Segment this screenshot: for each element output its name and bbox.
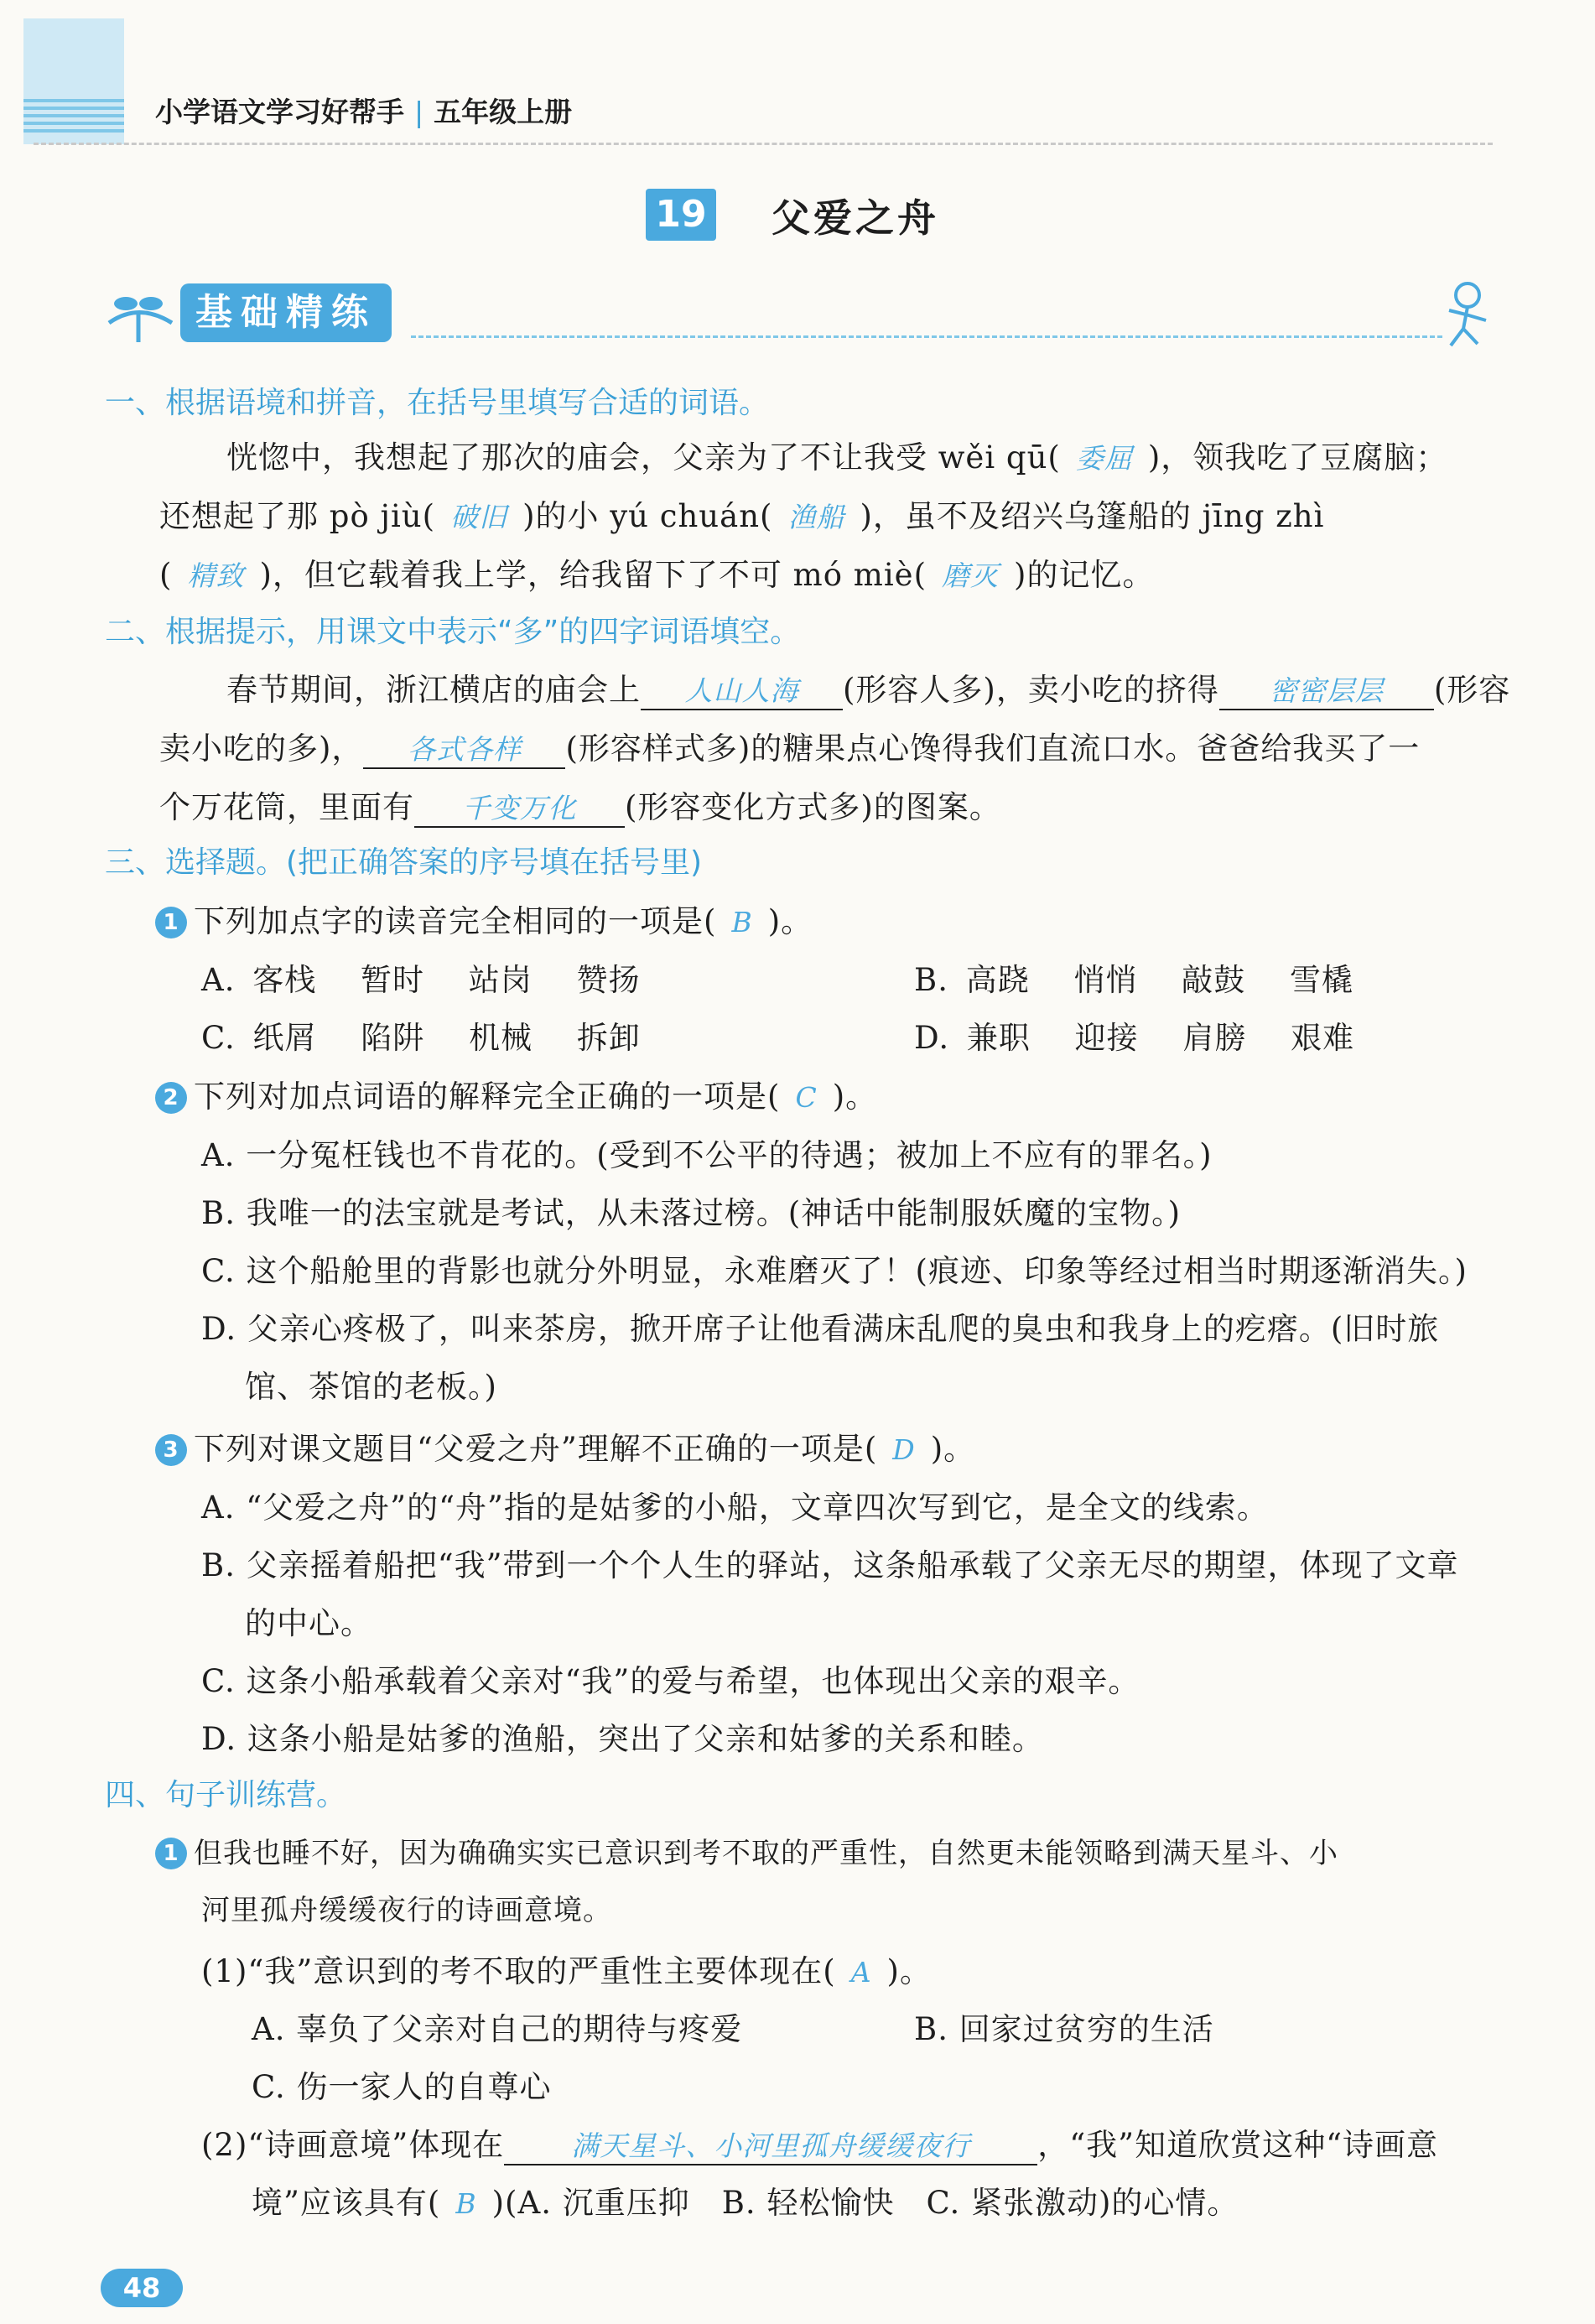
q3-option-a: A. “父爱之舟”的“舟”指的是姑爹的小船，文章四次写到它，是全文的线索。 bbox=[201, 1490, 1269, 1526]
question-text: 下列对加点词语的解释完全正确的一项是( bbox=[194, 1079, 781, 1115]
s1-text: )，领我吃了豆腐脑； bbox=[1147, 439, 1448, 476]
s2-text: 卖小吃的多)， bbox=[159, 730, 364, 767]
question-text: 下列加点字的读音完全相同的一项是( bbox=[194, 903, 717, 939]
question-text: )。 bbox=[930, 1431, 976, 1467]
sprout-icon bbox=[101, 285, 176, 344]
page-number: 48 bbox=[101, 2269, 183, 2307]
answer: 委屈 bbox=[1075, 442, 1133, 475]
answer: B bbox=[731, 906, 753, 938]
option-word: 艰难 bbox=[1291, 1020, 1355, 1056]
question-text: 下列对课文题目“父爱之舟”理解不正确的一项是( bbox=[194, 1431, 878, 1467]
s2-line-3 bbox=[159, 782, 1001, 828]
s4-option-c: C. 伤一家人的自尊心 bbox=[252, 2069, 552, 2105]
s2-text: (形容 bbox=[1433, 672, 1511, 708]
s1-line-3 bbox=[159, 549, 1154, 595]
running-kid-icon bbox=[1426, 277, 1501, 352]
s1-text: )的记忆。 bbox=[1014, 557, 1155, 593]
s1-text: 恍惚中，我想起了那次的庙会，父亲为了不让我受 wěi qū( bbox=[226, 439, 1061, 476]
option-word: 高跷 bbox=[965, 962, 1030, 998]
header-divider bbox=[34, 143, 1493, 145]
s4-part-1 bbox=[201, 1946, 932, 1991]
question-number: 2 bbox=[155, 1082, 187, 1114]
question-text: )。 bbox=[767, 903, 813, 939]
option-word: 迎接 bbox=[1074, 1020, 1139, 1056]
question-number: 3 bbox=[155, 1434, 187, 1466]
s1-text: ( bbox=[159, 557, 173, 593]
q2-option-c: C. 这个船舱里的背影也就分外明显，永难磨灭了！(痕迹、印象等经过相当时期逐渐消失。) bbox=[201, 1253, 1468, 1289]
option-word: 暂时 bbox=[361, 962, 425, 998]
q2-option-d: D. 父亲心疼极了，叫来茶房，掀开席子让他看满床乱爬的臭虫和我身上的疙瘩。(旧时旅 bbox=[201, 1311, 1440, 1347]
q3-option-b: B. 父亲摇着船把“我”带到一个个人生的驿站，这条船承载了父亲无尽的期望，体现了文章 bbox=[201, 1547, 1459, 1583]
s1-text: )，但它载着我上学，给我留下了不可 mó miè( bbox=[259, 557, 927, 593]
lesson-title: 父爱之舟 bbox=[772, 195, 939, 241]
question-text: )。 bbox=[886, 1953, 932, 1989]
answer: D bbox=[892, 1433, 916, 1466]
question-number: 1 bbox=[155, 907, 187, 938]
option-word: 陷阱 bbox=[361, 1020, 425, 1056]
header-stripes bbox=[23, 99, 124, 133]
s4-part-2 bbox=[201, 2119, 1438, 2165]
option-word: 客栈 bbox=[252, 962, 317, 998]
s1-text: )，虽不及绍兴乌篷船的 jīng zhì bbox=[860, 498, 1325, 534]
s4-quote-line-2: 河里孤舟缓缓夜行的诗画意境。 bbox=[201, 1894, 612, 1927]
s2-text: (形容人多)，卖小吃的挤得 bbox=[843, 672, 1219, 708]
q1-stem bbox=[155, 896, 813, 941]
s4-option-a: A. 辜负了父亲对自己的期待与疼爱 bbox=[252, 2011, 743, 2047]
q2-stem bbox=[155, 1071, 877, 1116]
option-word: 拆卸 bbox=[576, 1020, 641, 1056]
q3-option-d: D. 这条小船是姑爹的渔船，突出了父亲和姑爹的关系和睦。 bbox=[201, 1721, 1044, 1757]
question-text: )(A. 沉重压抑 B. 轻松愉快 C. 紧张激动)的心情。 bbox=[491, 2185, 1239, 2221]
q2-option-d-cont: 馆、茶馆的老板。) bbox=[245, 1369, 497, 1405]
q3-option-c: C. 这条小船承载着父亲对“我”的爱与希望，也体现出父亲的艰辛。 bbox=[201, 1663, 1140, 1699]
s2-text: 个万花筒，里面有 bbox=[159, 789, 414, 825]
option-word: 赞扬 bbox=[576, 962, 641, 998]
section-banner: 基础精练 bbox=[180, 283, 392, 342]
s1-text: )的小 yú chuán( bbox=[522, 498, 773, 534]
answer: C bbox=[795, 1081, 818, 1114]
option-letter: C. bbox=[201, 1020, 236, 1056]
s2-text: (形容样式多)的糖果点心馋得我们直流口水。爸爸给我买了一 bbox=[565, 730, 1421, 767]
answer-blank: 满天星斗、小河里孤舟缓缓夜行 bbox=[504, 2124, 1037, 2165]
question-number: 1 bbox=[155, 1838, 187, 1869]
s4-quote-line-1 bbox=[155, 1830, 1338, 1871]
q1-option-b bbox=[914, 954, 1353, 1000]
option-letter: D. bbox=[914, 1020, 950, 1056]
book-title: 小学语文学习好帮手 bbox=[155, 96, 404, 128]
section-4-heading: 四、句子训练营。 bbox=[105, 1778, 347, 1812]
option-word: 敲鼓 bbox=[1182, 962, 1246, 998]
answer: 渔船 bbox=[787, 501, 845, 533]
section-1-heading: 一、根据语境和拼音，在括号里填写合适的词语。 bbox=[105, 386, 770, 420]
question-text: )。 bbox=[832, 1079, 878, 1115]
q1-option-c bbox=[201, 1012, 641, 1058]
option-word: 悄悄 bbox=[1073, 962, 1138, 998]
answer-blank: 密密层层 bbox=[1219, 669, 1434, 710]
q1-option-a bbox=[201, 954, 641, 1000]
question-text: (2)“诗画意境”体现在 bbox=[201, 2127, 505, 2163]
option-word: 机械 bbox=[469, 1020, 533, 1056]
s1-line-1 bbox=[226, 432, 1447, 477]
option-letter: A. bbox=[201, 962, 236, 998]
s1-line-2 bbox=[159, 491, 1324, 536]
option-word: 雪橇 bbox=[1290, 962, 1354, 998]
s2-text: 春节期间，浙江横店的庙会上 bbox=[226, 672, 641, 708]
option-word: 兼职 bbox=[966, 1020, 1031, 1056]
answer: A bbox=[850, 1956, 872, 1989]
question-text: ，“我”知道欣赏这种“诗画意 bbox=[1037, 2127, 1438, 2163]
answer: B bbox=[455, 2187, 477, 2220]
question-text: 境”应该具有( bbox=[252, 2185, 441, 2221]
book-header bbox=[155, 91, 572, 130]
quote-text: 但我也睡不好，因为确确实实已意识到考不取的严重性，自然更未能领略到满天星斗、小 bbox=[194, 1837, 1338, 1870]
option-word: 站岗 bbox=[468, 962, 533, 998]
s1-text: 还想起了那 pò jiù( bbox=[159, 498, 436, 534]
option-word: 纸屑 bbox=[252, 1020, 317, 1056]
section-2-heading: 二、根据提示，用课文中表示“多”的四字词语填空。 bbox=[105, 615, 801, 649]
answer-blank: 人山人海 bbox=[641, 669, 843, 710]
q2-option-a: A. 一分冤枉钱也不肯花的。(受到不公平的待遇；被加上不应有的罪名。) bbox=[201, 1137, 1213, 1173]
answer: 破旧 bbox=[450, 501, 508, 533]
s4-option-b: B. 回家过贫穷的生活 bbox=[914, 2011, 1214, 2047]
question-text: (1)“我”意识到的考不取的严重性主要体现在( bbox=[201, 1953, 836, 1989]
option-word: 肩膀 bbox=[1182, 1020, 1247, 1056]
header-separator: | bbox=[414, 96, 424, 128]
grade-label: 五年级上册 bbox=[434, 96, 573, 128]
q3-option-b-cont: 的中心。 bbox=[245, 1605, 372, 1641]
banner-divider bbox=[411, 335, 1442, 338]
s2-line-1 bbox=[226, 664, 1510, 710]
answer-blank: 各式各样 bbox=[363, 728, 565, 769]
section-3-heading: 三、选择题。(把正确答案的序号填在括号里) bbox=[105, 845, 703, 880]
s4-part-2-cont bbox=[252, 2177, 1239, 2223]
lesson-number: 19 bbox=[646, 189, 716, 241]
q2-option-b: B. 我唯一的法宝就是考试，从未落过榜。(神话中能制服妖魔的宝物。) bbox=[201, 1195, 1182, 1231]
q1-option-d bbox=[914, 1012, 1354, 1058]
s2-text: (形容变化方式多)的图案。 bbox=[625, 789, 1001, 825]
answer: 磨灭 bbox=[942, 559, 1000, 592]
answer-blank: 千变万化 bbox=[414, 787, 625, 828]
answer: 精致 bbox=[187, 559, 245, 592]
q3-stem bbox=[155, 1423, 975, 1469]
option-letter: B. bbox=[914, 962, 948, 998]
s2-line-2 bbox=[159, 723, 1420, 769]
